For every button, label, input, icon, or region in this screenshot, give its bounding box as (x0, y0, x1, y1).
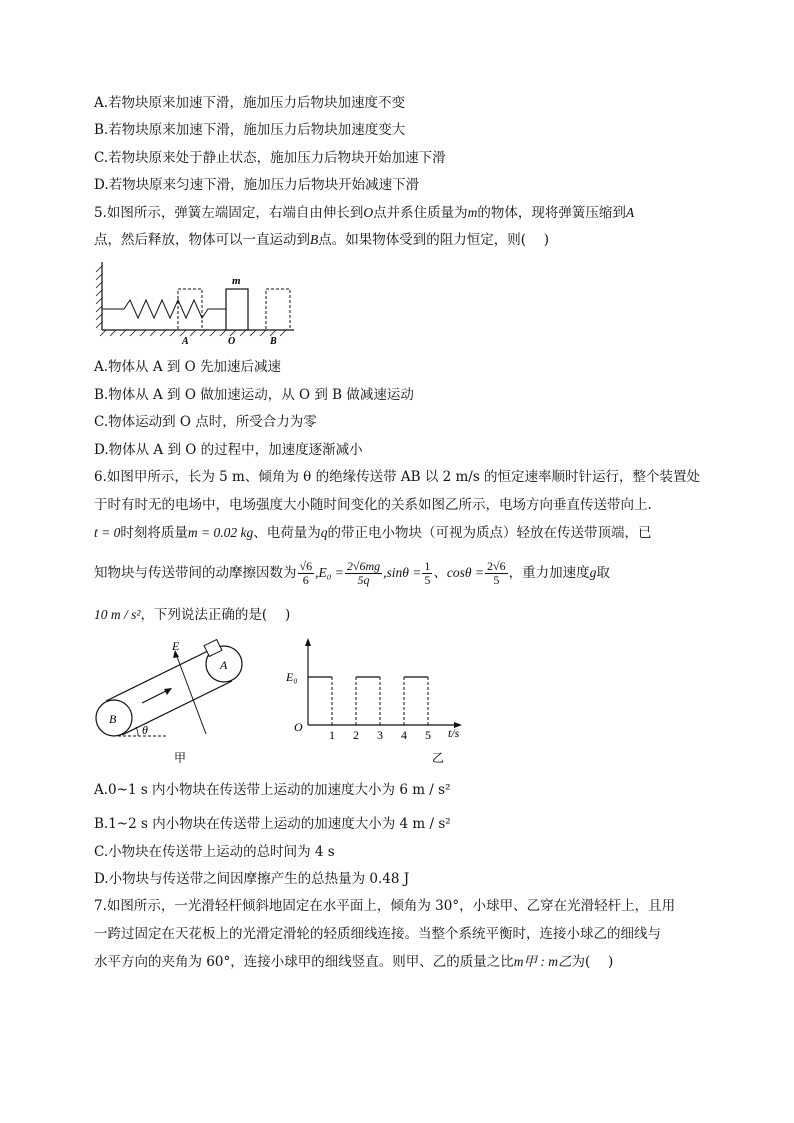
q7-stem-line-3: 水平方向的夹角为 60°，连接小球甲的细线竖直。则甲、乙的质量之比m甲 : m乙为( ) (94, 954, 614, 970)
x-tick-label: 4 (401, 728, 407, 742)
position-b-box (266, 289, 290, 330)
q5-stem-line-2: 点，然后释放，物体可以一直运动到B点。如果物体受到的阻力恒定，则( ) (94, 232, 550, 248)
q6-option-c: C.小物块在传送带上运动的总时间为 4 s (94, 844, 335, 860)
q5-stem-line-1: 5.如图所示，弹簧左端固定，右端自由伸长到O点并系住质量为m的物体，现将弹簧压缩到A (94, 205, 635, 221)
q6-option-d: D.小物块与传送带之间因摩擦产生的总热量为 0.48 J (94, 871, 410, 887)
angle-theta: θ (142, 723, 148, 737)
q4-option-b: B.若物块原来加速下滑，施加压力后物块加速度变大 (94, 122, 406, 138)
caption-jia: 甲 (174, 751, 187, 765)
q5-option-c: C.物体运动到 O 点时，所受合力为零 (94, 414, 317, 430)
y-axis-arrow (305, 638, 311, 646)
mass-label: m (232, 275, 241, 287)
field-time-chart (284, 636, 464, 774)
q6-option-a: A.0~1 s 内小物块在传送带上运动的加速度大小为 6 m / s² (94, 782, 451, 798)
q6-stem-line-2: 于时有时无的电场中，电场强度大小随时间变化的关系如图乙所示，电场方向垂直传送带向上. (94, 497, 652, 513)
x-tick-label: 1 (329, 728, 335, 742)
q5-option-d: D.物体从 A 到 O 的过程中，加速度逐渐减小 (94, 442, 363, 458)
q4-option-d: D.若物块原来匀速下滑，施加压力后物块开始减速下滑 (94, 177, 420, 193)
origin-label: O (294, 720, 303, 734)
q5-option-b: B.物体从 A 到 O 做加速运动，从 O 到 B 做减速运动 (94, 387, 414, 403)
y-level-label: E₀ (286, 670, 298, 684)
mu-fraction: $\frac{√6}{6}$ (299, 559, 313, 587)
q7-stem-line-2: 一跨过固定在天花板上的光滑定滑轮的轻质细线连接。当整个系统平衡时，连接小球乙的细线与 (94, 926, 661, 942)
x-tick-label: 2 (353, 728, 359, 742)
sin-fraction: $\frac{1}{5}$ (424, 559, 431, 587)
caption-yi: 乙 (432, 751, 445, 765)
q6-stem-line-3: t = 0时刻将质量m = 0.02 kg、电荷量为q的带正电小物块（可视为质点）轻放在传送带顶端，已 (94, 525, 652, 541)
mass-block (226, 289, 248, 330)
q6-stem-line-5: 10 m / s²，下列说法正确的是( ) (94, 607, 291, 623)
x-tick-label: 3 (377, 728, 383, 742)
label-b: B (270, 336, 277, 347)
q4-option-c: C.若物块原来处于静止状态，施加压力后物块开始加速下滑 (94, 150, 446, 166)
label-o: O (228, 336, 236, 347)
q6-option-b: B.1~2 s 内小物块在传送带上运动的加速度大小为 4 m / s² (94, 816, 451, 832)
pulley-label-b: B (109, 712, 117, 726)
label-a: A (182, 336, 189, 347)
q7-stem-line-1: 7.如图所示，一光滑轻杆倾斜地固定在水平面上，倾角为 30°，小球甲、乙穿在光滑轻杆上，且用 (94, 898, 676, 914)
q4-option-a: A.若物块原来加速下滑，施加压力后物块加速度不变 (94, 95, 406, 111)
chart-plot (285, 638, 462, 742)
x-tick-label: 5 (425, 728, 431, 742)
field-label-e: E (172, 639, 180, 653)
e0-fraction: $\frac{2√6mg}{5q}$ (346, 559, 381, 587)
spring (102, 300, 226, 318)
cos-fraction: $\frac{2√6}{5}$ (487, 559, 506, 587)
pulley-label-a: A (220, 658, 228, 672)
x-axis-label: t/s (448, 726, 460, 740)
conveyor-figure (94, 636, 264, 774)
q5-option-a: A.物体从 A 到 O 先加速后减速 (94, 359, 282, 375)
q6-stem-line-1: 6.如图甲所示，长为 5 m、倾角为 θ 的绝缘传送带 AB 以 2 m/s 的恒定速率顺时针运行，整个装置处 (94, 469, 701, 485)
spring-figure (94, 258, 304, 348)
q6-stem-line-4: 知物块与传送带间的动摩擦因数为 $\frac{√6}{6}$ ,E₀ = $\frac{2√6mg}{5q}$ ,sinθ = $\frac{1}{5}$ 、cosθ = $\frac{2√6}{5}$ ，重力加速度g取 (94, 559, 610, 587)
